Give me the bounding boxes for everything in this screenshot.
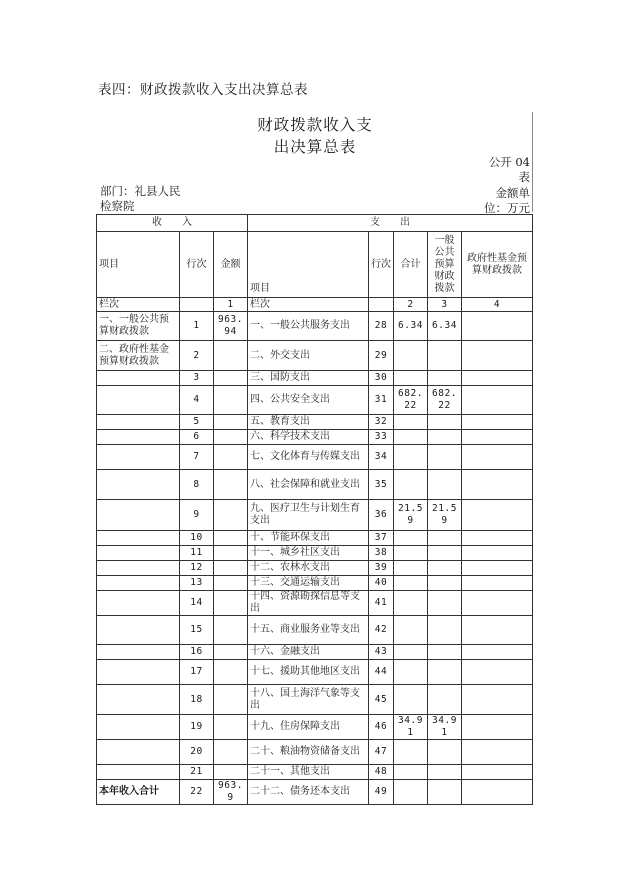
income-amount-cell (214, 740, 248, 765)
section-header-row (97, 215, 533, 232)
income-amount-cell (214, 616, 248, 645)
general-budget-cell (428, 685, 462, 715)
total-cell: 21.59 (394, 500, 428, 531)
income-row-no-cell: 6 (180, 430, 214, 445)
expense-row-no-cell: 33 (369, 430, 394, 445)
total-cell (394, 576, 428, 591)
income-row-no-cell: 18 (180, 685, 214, 715)
income-amount-cell (214, 386, 248, 415)
income-row-no-cell: 9 (180, 500, 214, 531)
gov-fund-cell (462, 341, 533, 371)
expense-item-cell: 十二、农林水支出 (248, 561, 369, 576)
expense-row-no-cell: 35 (369, 470, 394, 500)
title-line-1: 财政拨款收入支 (257, 116, 373, 134)
income-row-no-cell: 12 (180, 561, 214, 576)
income-amount-cell (214, 430, 248, 445)
expense-item-cell: 十三、交通运输支出 (248, 576, 369, 591)
total-cell: 6.34 (394, 312, 428, 341)
expense-item-cell: 一、一般公共服务支出 (248, 312, 369, 341)
expense-item-cell: 十七、援助其他地区支出 (248, 660, 369, 685)
general-budget-cell: 34.91 (428, 715, 462, 740)
total-cell (394, 561, 428, 576)
expense-item-cell: 二十、粮油物资储备支出 (248, 740, 369, 765)
public-number-line-2: 表 (518, 170, 530, 184)
title-line-2: 出决算总表 (273, 138, 357, 156)
income-amount-cell (214, 576, 248, 591)
expense-row-no-cell: 36 (369, 500, 394, 531)
total-cell (394, 341, 428, 371)
income-row-no-cell: 4 (180, 386, 214, 415)
general-budget-cell (428, 576, 462, 591)
table-row (97, 430, 533, 445)
income-item-cell (97, 470, 180, 500)
income-item-cell: 本年收入合计 (97, 780, 180, 805)
gov-fund-cell (462, 386, 533, 415)
expense-row-no-cell: 40 (369, 576, 394, 591)
gov-fund-cell (462, 765, 533, 780)
income-amount-cell (214, 660, 248, 685)
gov-fund-cell (462, 685, 533, 715)
total-cell (394, 740, 428, 765)
income-row-no-cell: 10 (180, 531, 214, 546)
income-row-no-cell: 7 (180, 445, 214, 470)
income-item-cell (97, 660, 180, 685)
general-budget-cell (428, 371, 462, 386)
expense-item-cell: 八、社会保障和就业支出 (248, 470, 369, 500)
expense-item-cell: 三、国防支出 (248, 371, 369, 386)
expense-item-cell: 九、医疗卫生与计划生育支出 (248, 500, 369, 531)
income-item-cell (97, 765, 180, 780)
expense-row-no-cell: 31 (369, 386, 394, 415)
general-budget-cell (428, 740, 462, 765)
income-item-cell (97, 430, 180, 445)
section-income: 收 入 (97, 215, 248, 232)
table-row (97, 531, 533, 546)
income-item-cell (97, 561, 180, 576)
income-row-no-cell: 3 (180, 371, 214, 386)
header-row-expense: 行次 (369, 232, 394, 298)
gov-fund-cell (462, 470, 533, 500)
expense-row-no-cell: 43 (369, 645, 394, 660)
general-budget-cell (428, 561, 462, 576)
frame-line (532, 112, 533, 212)
budget-table (96, 214, 533, 805)
total-cell (394, 546, 428, 561)
general-budget-cell (428, 660, 462, 685)
header-total: 合计 (394, 232, 428, 298)
total-cell (394, 616, 428, 645)
gov-fund-cell (462, 561, 533, 576)
general-budget-cell (428, 470, 462, 500)
expense-row-no-cell: 46 (369, 715, 394, 740)
general-budget-cell (428, 645, 462, 660)
expense-item-cell: 十五、商业服务业等支出 (248, 616, 369, 645)
table-row (97, 645, 533, 660)
income-amount-cell (214, 715, 248, 740)
income-item-cell: 一、一般公共预算财政拨款 (97, 312, 180, 341)
income-item-cell (97, 386, 180, 415)
total-cell (394, 415, 428, 430)
income-amount-cell (214, 470, 248, 500)
gov-fund-cell (462, 715, 533, 740)
section-expense: 支 出 (248, 215, 533, 232)
table-row (97, 591, 533, 616)
income-item-cell (97, 591, 180, 616)
general-budget-cell (428, 445, 462, 470)
income-item-cell (97, 531, 180, 546)
gov-fund-cell (462, 445, 533, 470)
income-row-no-cell: 22 (180, 780, 214, 805)
general-budget-cell: 21.59 (428, 500, 462, 531)
general-budget-cell (428, 616, 462, 645)
income-item-cell (97, 415, 180, 430)
income-item-cell (97, 645, 180, 660)
expense-item-cell: 七、文化体育与传媒支出 (248, 445, 369, 470)
department (100, 184, 200, 214)
index-empty (180, 298, 214, 312)
table-row (97, 780, 533, 805)
general-budget-cell (428, 430, 462, 445)
header-gov-fund: 政府性基金预算财政拨款 (462, 232, 533, 298)
public-number-line-1: 公开 04 (488, 155, 530, 169)
expense-item-cell: 二十一、其他支出 (248, 765, 369, 780)
index-col-1: 1 (214, 298, 248, 312)
total-cell (394, 371, 428, 386)
index-label-income: 栏次 (97, 298, 180, 312)
income-amount-cell (214, 685, 248, 715)
header-item-expense: 项目 (248, 232, 369, 298)
table-row (97, 715, 533, 740)
income-amount-cell: 963.94 (214, 312, 248, 341)
expense-row-no-cell: 28 (369, 312, 394, 341)
header-general-budget: 一般公共预算财政拨款 (428, 232, 462, 298)
header-row-income: 行次 (180, 232, 214, 298)
gov-fund-cell (462, 430, 533, 445)
general-budget-cell (428, 780, 462, 805)
income-item-cell (97, 616, 180, 645)
total-cell (394, 445, 428, 470)
table-row (97, 740, 533, 765)
column-header-row (97, 232, 533, 298)
income-row-no-cell: 21 (180, 765, 214, 780)
expense-row-no-cell: 34 (369, 445, 394, 470)
gov-fund-cell (462, 660, 533, 685)
expense-item-cell: 四、公共安全支出 (248, 386, 369, 415)
income-amount-cell: 963.9 (214, 780, 248, 805)
total-cell (394, 430, 428, 445)
expense-row-no-cell: 42 (369, 616, 394, 645)
income-row-no-cell: 16 (180, 645, 214, 660)
total-cell (394, 780, 428, 805)
income-item-cell (97, 685, 180, 715)
expense-row-no-cell: 41 (369, 591, 394, 616)
index-col-3: 3 (428, 298, 462, 312)
header-item-income: 项目 (97, 232, 180, 298)
total-cell (394, 765, 428, 780)
expense-item-cell: 六、科学技术支出 (248, 430, 369, 445)
amount-unit-line-2: 位：万元 (484, 201, 530, 215)
page-title (248, 114, 382, 158)
amount-unit-line-1: 金额单 (495, 186, 530, 200)
income-row-no-cell: 1 (180, 312, 214, 341)
expense-item-cell: 十一、城乡社区支出 (248, 546, 369, 561)
income-row-no-cell: 11 (180, 546, 214, 561)
income-row-no-cell: 19 (180, 715, 214, 740)
expense-row-no-cell: 29 (369, 341, 394, 371)
table-row (97, 765, 533, 780)
gov-fund-cell (462, 371, 533, 386)
gov-fund-cell (462, 312, 533, 341)
table-row (97, 546, 533, 561)
amount-unit (478, 186, 530, 216)
income-item-cell (97, 576, 180, 591)
public-number (478, 155, 530, 185)
header-amount: 金额 (214, 232, 248, 298)
expense-item-cell: 十九、住房保障支出 (248, 715, 369, 740)
expense-row-no-cell: 48 (369, 765, 394, 780)
income-amount-cell (214, 765, 248, 780)
income-amount-cell (214, 415, 248, 430)
income-item-cell: 二、政府性基金预算财政拨款 (97, 341, 180, 371)
expense-row-no-cell: 32 (369, 415, 394, 430)
general-budget-cell (428, 531, 462, 546)
income-row-no-cell: 2 (180, 341, 214, 371)
total-cell (394, 531, 428, 546)
expense-row-no-cell: 44 (369, 660, 394, 685)
gov-fund-cell (462, 591, 533, 616)
general-budget-cell: 6.34 (428, 312, 462, 341)
income-amount-cell (214, 645, 248, 660)
income-row-no-cell: 8 (180, 470, 214, 500)
expense-item-cell: 五、教育支出 (248, 415, 369, 430)
income-row-no-cell: 15 (180, 616, 214, 645)
general-budget-cell (428, 765, 462, 780)
income-row-no-cell: 14 (180, 591, 214, 616)
expense-item-cell: 十六、金融支出 (248, 645, 369, 660)
gov-fund-cell (462, 645, 533, 660)
income-row-no-cell: 5 (180, 415, 214, 430)
index-empty (369, 298, 394, 312)
index-row (97, 298, 533, 312)
income-item-cell (97, 500, 180, 531)
table-row (97, 561, 533, 576)
gov-fund-cell (462, 500, 533, 531)
expense-row-no-cell: 45 (369, 685, 394, 715)
income-amount-cell (214, 371, 248, 386)
gov-fund-cell (462, 531, 533, 546)
general-budget-cell (428, 341, 462, 371)
income-item-cell (97, 546, 180, 561)
expense-row-no-cell: 38 (369, 546, 394, 561)
department-line-2: 检察院 (100, 199, 135, 213)
expense-item-cell: 十八、国土海洋气象等支出 (248, 685, 369, 715)
total-cell (394, 645, 428, 660)
table-row (97, 616, 533, 645)
expense-row-no-cell: 37 (369, 531, 394, 546)
gov-fund-cell (462, 616, 533, 645)
total-cell (394, 591, 428, 616)
income-item-cell (97, 715, 180, 740)
income-amount-cell (214, 531, 248, 546)
general-budget-cell (428, 591, 462, 616)
expense-item-cell: 十四、资源勘探信息等支出 (248, 591, 369, 616)
table-caption: 表四：财政拨款收入支出决算总表 (98, 82, 308, 98)
income-item-cell (97, 445, 180, 470)
income-amount-cell (214, 500, 248, 531)
table-row (97, 341, 533, 371)
income-item-cell (97, 740, 180, 765)
table-row (97, 685, 533, 715)
expense-row-no-cell: 47 (369, 740, 394, 765)
index-label-expense: 栏次 (248, 298, 369, 312)
expense-item-cell: 十、节能环保支出 (248, 531, 369, 546)
total-cell (394, 660, 428, 685)
expense-item-cell: 二十二、债务还本支出 (248, 780, 369, 805)
total-cell (394, 470, 428, 500)
expense-item-cell: 二、外交支出 (248, 341, 369, 371)
table-row (97, 576, 533, 591)
table-row (97, 312, 533, 341)
income-amount-cell (214, 546, 248, 561)
income-amount-cell (214, 561, 248, 576)
general-budget-cell (428, 546, 462, 561)
table-row (97, 470, 533, 500)
income-amount-cell (214, 591, 248, 616)
income-row-no-cell: 20 (180, 740, 214, 765)
total-cell (394, 685, 428, 715)
income-row-no-cell: 17 (180, 660, 214, 685)
total-cell: 34.91 (394, 715, 428, 740)
income-amount-cell (214, 445, 248, 470)
general-budget-cell (428, 415, 462, 430)
income-item-cell (97, 371, 180, 386)
gov-fund-cell (462, 576, 533, 591)
income-row-no-cell: 13 (180, 576, 214, 591)
table-row (97, 415, 533, 430)
index-col-4: 4 (462, 298, 533, 312)
index-col-2: 2 (394, 298, 428, 312)
income-amount-cell (214, 341, 248, 371)
gov-fund-cell (462, 780, 533, 805)
department-line-1: 部门：礼县人民 (100, 184, 181, 198)
table-row (97, 445, 533, 470)
gov-fund-cell (462, 415, 533, 430)
table-row (97, 660, 533, 685)
table-row (97, 500, 533, 531)
table-row (97, 371, 533, 386)
total-cell: 682.22 (394, 386, 428, 415)
table-row (97, 386, 533, 415)
general-budget-cell: 682.22 (428, 386, 462, 415)
expense-row-no-cell: 30 (369, 371, 394, 386)
expense-row-no-cell: 39 (369, 561, 394, 576)
gov-fund-cell (462, 546, 533, 561)
gov-fund-cell (462, 740, 533, 765)
expense-row-no-cell: 49 (369, 780, 394, 805)
